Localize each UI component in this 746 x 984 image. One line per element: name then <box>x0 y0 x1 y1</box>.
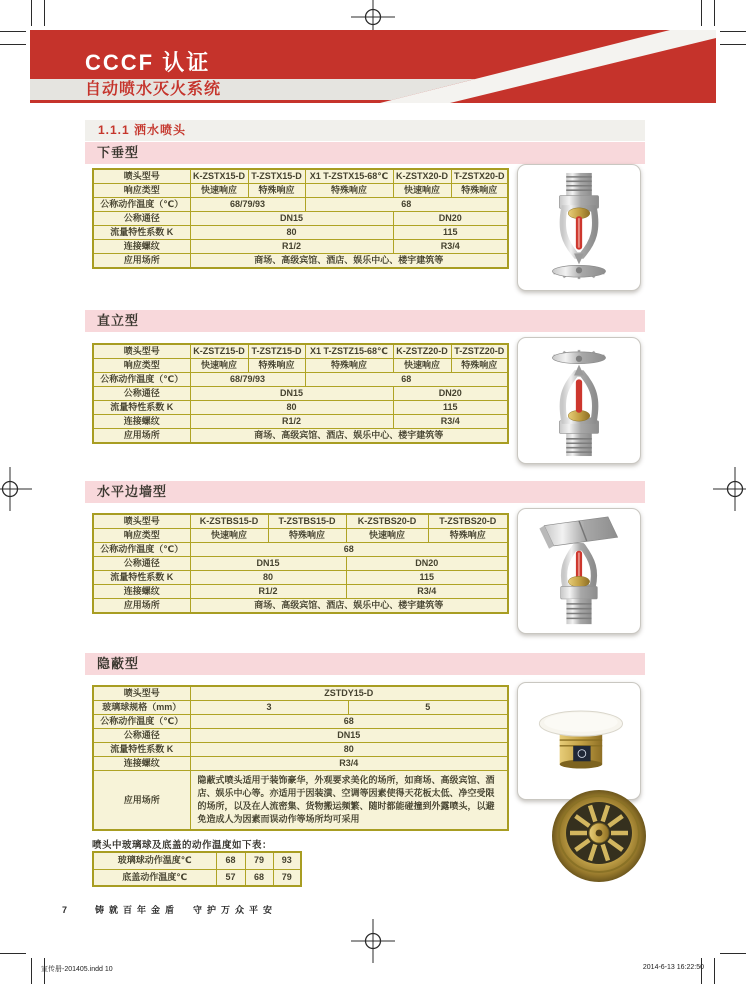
spec-cell: K-ZSTX20-D <box>393 169 451 184</box>
table-row <box>93 543 508 557</box>
spec-cell: 93 <box>273 852 301 869</box>
spec-cell: X1 T-ZSTX15-68℃ <box>305 169 393 184</box>
spec-cell: 3 <box>190 701 348 715</box>
upright-type-bar: 直立型 <box>85 310 645 332</box>
registration-mark-icon <box>351 919 395 963</box>
spec-label: 喷头型号 <box>93 686 190 701</box>
spec-label: 连接螺纹 <box>93 240 190 254</box>
spec-cell: 隐蔽式喷头适用于装饰豪华，外观要求美化的场所，如商场、高级宾馆、酒店、娱乐中心等。亦适用于因装潢、空调等因素使得天花板太低、净空受限的场所，以及在人流密集、货物搬运频繁、随时都能碰撞到外露喷头，以避免造成人为因素而误动作等场所均可采用 <box>190 771 508 831</box>
table-row <box>93 715 508 729</box>
bulb-temperature-table <box>92 851 302 887</box>
table-row <box>93 226 508 240</box>
sidewall-sprinkler-image <box>528 514 630 628</box>
spec-cell: 115 <box>393 401 508 415</box>
crop-mark <box>44 0 45 26</box>
upright-spec-table <box>92 343 509 444</box>
spec-cell: 68 <box>305 198 508 212</box>
spec-label: 公称通径 <box>93 729 190 743</box>
table-row <box>93 169 508 184</box>
concealed-photo-box <box>517 682 641 800</box>
spec-cell: K-ZSTZ20-D <box>393 344 451 359</box>
table-row <box>93 514 508 529</box>
spec-cell: 68 <box>305 373 508 387</box>
spec-cell: K-ZSTZ15-D <box>190 344 248 359</box>
footer-slogan: 铸就百年金盾 守护万众平安 <box>95 905 278 915</box>
spec-label: 公称通径 <box>93 212 190 226</box>
spec-cell: DN15 <box>190 557 346 571</box>
crop-mark <box>701 0 702 26</box>
spec-cell: T-ZSTX15-D <box>248 169 305 184</box>
spec-label: 喷头型号 <box>93 344 190 359</box>
table-row <box>93 415 508 429</box>
spec-cell: DN20 <box>346 557 508 571</box>
section-title-bar: 1.1.1 洒水喷头 <box>85 120 645 141</box>
sidewall-spec-table <box>92 513 509 614</box>
spec-cell: 68 <box>245 869 273 886</box>
concealed-type-bar: 隐蔽型 <box>85 653 645 675</box>
pendant-sprinkler-image <box>529 171 629 285</box>
spec-cell: K-ZSTX15-D <box>190 169 248 184</box>
table-row <box>93 869 301 886</box>
spec-cell: 68 <box>190 715 508 729</box>
spec-label: 公称动作温度（℃） <box>93 198 190 212</box>
sidewall-type-bar: 水平边墙型 <box>85 481 645 503</box>
spec-cell: T-ZSTBS15-D <box>268 514 346 529</box>
spec-cell: DN15 <box>190 387 393 401</box>
spec-label: 公称动作温度（℃） <box>93 715 190 729</box>
spec-cell: DN20 <box>393 387 508 401</box>
spec-label: 底盖动作温度℃ <box>93 869 216 886</box>
spec-cell: T-ZSTBS20-D <box>428 514 508 529</box>
table-row <box>93 599 508 614</box>
spec-cell: ZSTDY15-D <box>190 686 508 701</box>
spec-cell: R3/4 <box>190 757 508 771</box>
spec-label: 响应类型 <box>93 529 190 543</box>
table-row <box>93 529 508 543</box>
spec-cell: 特殊响应 <box>451 184 508 198</box>
crop-mark <box>0 31 26 32</box>
registration-mark-icon <box>0 467 32 511</box>
table-row <box>93 743 508 757</box>
crop-mark <box>0 953 26 954</box>
spec-label: 喷头型号 <box>93 514 190 529</box>
spec-cell: 商场、高级宾馆、酒店、娱乐中心、楼宇建筑等 <box>190 254 508 269</box>
spec-cell: 68/79/93 <box>190 198 305 212</box>
spec-cell: DN20 <box>393 212 508 226</box>
table-row <box>93 254 508 269</box>
spec-cell: DN15 <box>190 212 393 226</box>
upright-photo-box <box>517 337 641 464</box>
spec-cell: 80 <box>190 571 346 585</box>
spec-label: 应用场所 <box>93 599 190 614</box>
header-cert-title: CCCF 认证 <box>85 50 211 75</box>
spec-label: 应用场所 <box>93 254 190 269</box>
print-file-info: 宣传册-201405.indd 10 <box>41 966 113 973</box>
crop-mark <box>714 0 715 26</box>
page-number: 7 <box>62 905 68 915</box>
pendant-type-bar: 下垂型 <box>85 142 645 164</box>
spec-cell: K-ZSTBS15-D <box>190 514 268 529</box>
spec-cell: 特殊响应 <box>248 359 305 373</box>
spec-cell: 特殊响应 <box>248 184 305 198</box>
spec-cell: 115 <box>393 226 508 240</box>
spec-label: 连接螺纹 <box>93 585 190 599</box>
spec-label: 连接螺纹 <box>93 415 190 429</box>
spec-cell: R3/4 <box>393 240 508 254</box>
spec-label: 应用场所 <box>93 429 190 444</box>
spec-cell: 商场、高级宾馆、酒店、娱乐中心、楼宇建筑等 <box>190 599 508 614</box>
table-row <box>93 344 508 359</box>
spec-cell: DN15 <box>190 729 508 743</box>
crop-mark <box>714 958 715 984</box>
spec-label: 公称动作温度（℃） <box>93 543 190 557</box>
sidewall-photo-box <box>517 508 641 634</box>
spec-label: 应用场所 <box>93 771 190 831</box>
table-row <box>93 387 508 401</box>
upright-sprinkler-image <box>529 344 629 458</box>
table-row <box>93 240 508 254</box>
concealed-cover-image <box>521 694 637 788</box>
spec-cell: 特殊响应 <box>305 359 393 373</box>
spec-cell: 特殊响应 <box>428 529 508 543</box>
crop-mark <box>720 44 746 45</box>
print-datetime: 2014-6-13 16:22:50 <box>642 964 704 971</box>
table-row <box>93 701 508 715</box>
header-subtitle: 自动喷水灭火系统 <box>85 81 222 98</box>
spec-cell: 115 <box>346 571 508 585</box>
table-row <box>93 184 508 198</box>
pendant-photo-box <box>517 164 641 291</box>
spec-label: 公称动作温度（℃） <box>93 373 190 387</box>
header-band <box>30 30 716 103</box>
spec-cell: 68 <box>190 543 508 557</box>
bulb-temperature-note: 喷头中玻璃球及底盖的动作温度如下表： <box>92 840 273 851</box>
spec-cell: 商场、高级宾馆、酒店、娱乐中心、楼宇建筑等 <box>190 429 508 444</box>
table-row <box>93 359 508 373</box>
spec-cell: R3/4 <box>346 585 508 599</box>
spec-cell: K-ZSTBS20-D <box>346 514 428 529</box>
table-row <box>93 852 301 869</box>
concealed-bottom-view-image <box>549 788 649 884</box>
page-footer <box>62 903 277 916</box>
spec-cell: 79 <box>245 852 273 869</box>
spec-cell: 57 <box>216 869 245 886</box>
crop-mark <box>720 953 746 954</box>
spec-cell: 特殊响应 <box>305 184 393 198</box>
spec-label: 喷头型号 <box>93 169 190 184</box>
spec-cell: 快速响应 <box>393 184 451 198</box>
spec-cell: R1/2 <box>190 585 346 599</box>
table-row <box>93 585 508 599</box>
spec-cell: 68 <box>216 852 245 869</box>
table-row <box>93 557 508 571</box>
spec-label: 公称通径 <box>93 387 190 401</box>
table-row <box>93 373 508 387</box>
spec-label: 流量特性系数 K <box>93 571 190 585</box>
spec-label: 玻璃球规格（mm） <box>93 701 190 715</box>
spec-cell: 80 <box>190 401 393 415</box>
table-row <box>93 212 508 226</box>
table-row <box>93 571 508 585</box>
spec-cell: 快速响应 <box>190 529 268 543</box>
spec-label: 连接螺纹 <box>93 757 190 771</box>
spec-cell: 80 <box>190 226 393 240</box>
spec-label: 公称通径 <box>93 557 190 571</box>
spec-label: 流量特性系数 K <box>93 401 190 415</box>
crop-mark <box>31 0 32 26</box>
crop-mark <box>31 958 32 984</box>
spec-cell: 5 <box>348 701 508 715</box>
table-row <box>93 686 508 701</box>
spec-cell: R1/2 <box>190 415 393 429</box>
spec-cell: 79 <box>273 869 301 886</box>
spec-cell: T-ZSTX20-D <box>451 169 508 184</box>
pendant-spec-table <box>92 168 509 269</box>
concealed-spec-table <box>92 685 509 831</box>
table-row <box>93 729 508 743</box>
spec-cell: T-ZSTZ15-D <box>248 344 305 359</box>
crop-mark <box>720 31 746 32</box>
table-row <box>93 771 508 831</box>
spec-cell: 快速响应 <box>190 359 248 373</box>
crop-mark <box>701 958 702 984</box>
spec-cell: R3/4 <box>393 415 508 429</box>
spec-label: 流量特性系数 K <box>93 743 190 757</box>
spec-cell: 80 <box>190 743 508 757</box>
spec-cell: T-ZSTZ20-D <box>451 344 508 359</box>
spec-cell: 特殊响应 <box>268 529 346 543</box>
spec-cell: 快速响应 <box>393 359 451 373</box>
spec-cell: X1 T-ZSTZ15-68℃ <box>305 344 393 359</box>
spec-label: 响应类型 <box>93 359 190 373</box>
registration-mark-icon <box>713 467 746 511</box>
spec-label: 流量特性系数 K <box>93 226 190 240</box>
spec-cell: 快速响应 <box>190 184 248 198</box>
spec-label: 响应类型 <box>93 184 190 198</box>
spec-cell: 特殊响应 <box>451 359 508 373</box>
spec-cell: R1/2 <box>190 240 393 254</box>
spec-cell: 快速响应 <box>346 529 428 543</box>
table-row <box>93 757 508 771</box>
spec-label: 玻璃球动作温度℃ <box>93 852 216 869</box>
table-row <box>93 198 508 212</box>
crop-mark <box>0 44 26 45</box>
table-row <box>93 429 508 444</box>
table-row <box>93 401 508 415</box>
spec-cell: 68/79/93 <box>190 373 305 387</box>
